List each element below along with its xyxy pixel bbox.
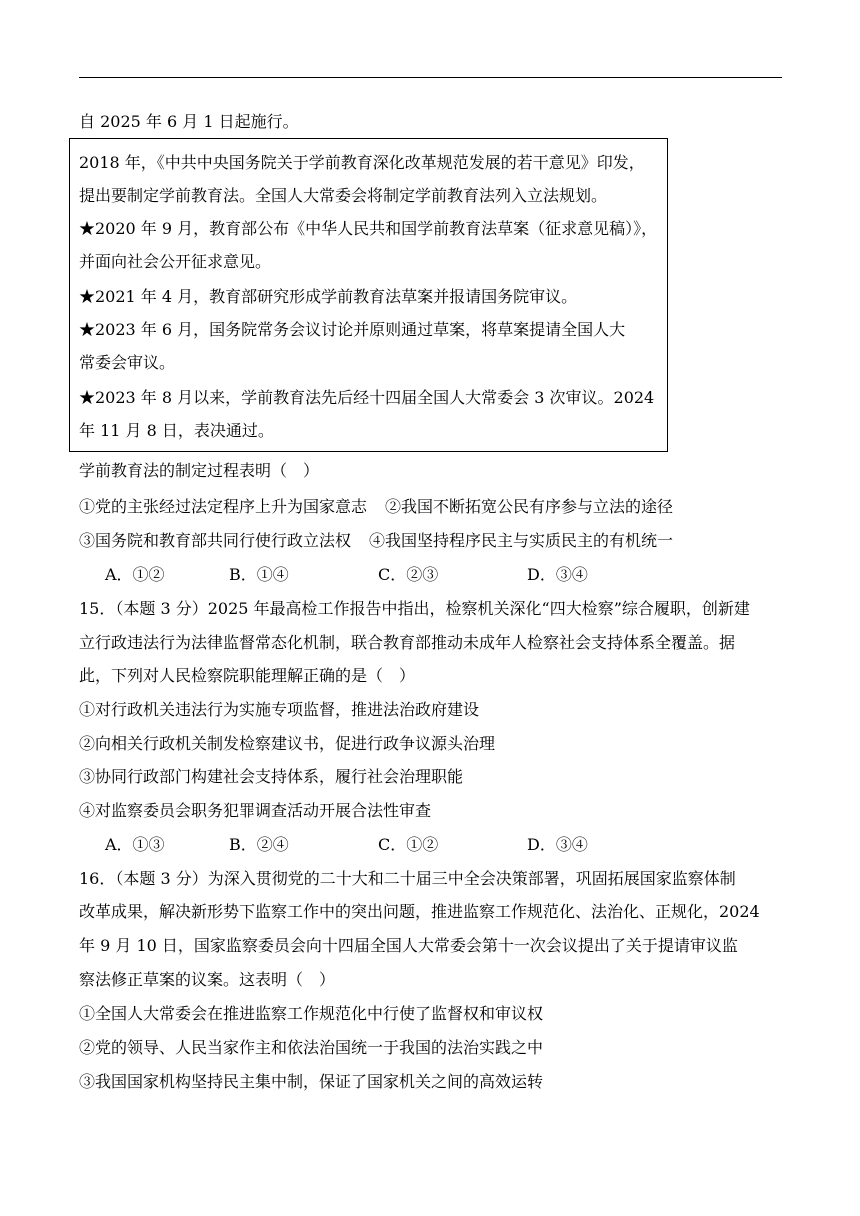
intro-line: 自 2025 年 6 月 1 日起施行。 bbox=[79, 112, 299, 131]
option-d[interactable]: D．③④ bbox=[527, 835, 588, 854]
box-line: ★2021 年 4 月，教育部研究形成学前教育法草案并报请国务院审议。 bbox=[79, 287, 578, 306]
box-line: 常委会审议。 bbox=[79, 353, 176, 372]
box-line: ★2023 年 8 月以来，学前教育法先后经十四届全国人大常委会 3 次审议。2024 bbox=[79, 388, 655, 407]
q14-stem: 学前教育法的制定过程表明（ ） bbox=[79, 461, 320, 480]
box-line: 2018 年，《中共中央国务院关于学前教育深化改革规范发展的若干意见》印发， bbox=[79, 153, 645, 172]
q16-statement: ③我国国家机构坚持民主集中制，保证了国家机关之间的高效运转 bbox=[79, 1072, 544, 1091]
box-line: ★2020 年 9 月，教育部公布《中华人民共和国学前教育法草案（征求意见稿）》， bbox=[79, 219, 658, 238]
option-b[interactable]: B．②④ bbox=[229, 835, 289, 854]
q15-line: 立行政违法行为法律监督常态化机制，联合教育部推动未成年人检察社会支持体系全覆盖。据 bbox=[79, 633, 736, 652]
option-a[interactable]: A．①③ bbox=[105, 835, 165, 854]
q14-statement: ④我国坚持程序民主与实质民主的有机统一 bbox=[369, 531, 674, 550]
q16-line: 改革成果，解决新形势下监察工作中的突出问题，推进监察工作规范化、法治化、正规化，2024 bbox=[79, 902, 760, 921]
option-a[interactable]: A．①② bbox=[105, 565, 165, 584]
q16-statement: ②党的领导、人民当家作主和依法治国统一于我国的法治实践之中 bbox=[79, 1038, 544, 1057]
q15-statement: ①对行政机关违法行为实施专项监督，推进法治政府建设 bbox=[79, 700, 480, 719]
q16-line: 年 9 月 10 日，国家监察委员会向十四届全国人大常委会第十一次会议提出了关于提请审议监 bbox=[79, 936, 738, 955]
q15-statement: ②向相关行政机关制发检察建议书，促进行政争议源头治理 bbox=[79, 734, 496, 753]
q14-statement-row bbox=[79, 531, 673, 551]
q14-statement-row bbox=[79, 497, 673, 517]
q15-statement: ③协同行政部门构建社会支持体系，履行社会治理职能 bbox=[79, 767, 464, 786]
q15-line: 15．（本题 3 分）2025 年最高检工作报告中指出，检察机关深化“四大检察”综合履职，创新建 bbox=[79, 599, 750, 618]
q15-line: 此，下列对人民检察院职能理解正确的是（ ） bbox=[79, 666, 416, 685]
box-line: 年 11 月 8 日，表决通过。 bbox=[79, 421, 274, 440]
header-rule bbox=[79, 77, 782, 78]
box-line: 提出要制定学前教育法。全国人大常委会将制定学前教育法列入立法规划。 bbox=[79, 186, 608, 205]
q14-statement: ③国务院和教育部共同行使行政立法权 bbox=[79, 531, 352, 550]
box-line: 并面向社会公开征求意见。 bbox=[79, 252, 272, 271]
q14-statement: ①党的主张经过法定程序上升为国家意志 bbox=[79, 497, 368, 516]
material-box bbox=[69, 138, 668, 452]
q15-statement: ④对监察委员会职务犯罪调查活动开展合法性审查 bbox=[79, 801, 432, 820]
q16-line: 察法修正草案的议案。这表明（ ） bbox=[79, 970, 336, 989]
option-c[interactable]: C．②③ bbox=[378, 565, 439, 584]
box-line: ★2023 年 6 月，国务院常务会议讨论并原则通过草案，将草案提请全国人大 bbox=[79, 320, 626, 339]
q16-statement: ①全国人大常委会在推进监察工作规范化中行使了监督权和审议权 bbox=[79, 1004, 544, 1023]
option-d[interactable]: D．③④ bbox=[527, 565, 588, 584]
option-c[interactable]: C．①② bbox=[378, 835, 439, 854]
q16-line: 16．（本题 3 分）为深入贯彻党的二十大和二十届三中全会决策部署，巩固拓展国家监察体制 bbox=[79, 869, 736, 888]
option-b[interactable]: B．①④ bbox=[229, 565, 289, 584]
q14-statement: ②我国不断拓宽公民有序参与立法的途径 bbox=[385, 497, 674, 516]
